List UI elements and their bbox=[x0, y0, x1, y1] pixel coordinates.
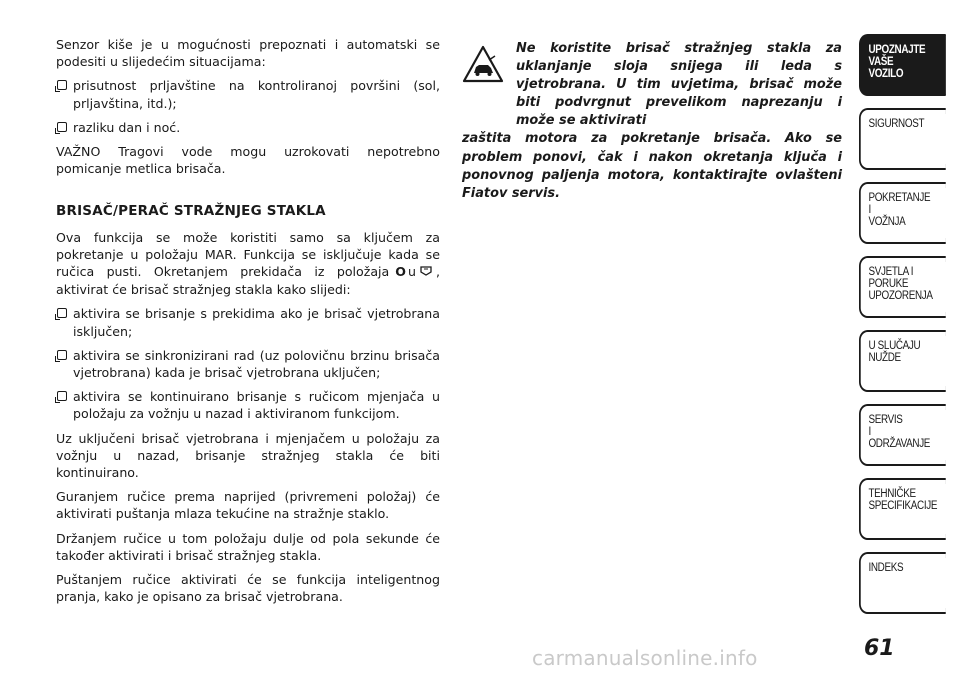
rain-sensor-intro: Senzor kiše je u mogućnosti prepoznati i automatski se podesiti u slijedećim situacijama: bbox=[56, 37, 440, 70]
list-item: aktivira se sinkronizirani rad (uz polovičnu brzinu brisača vjetrobrana) kada je brisač vjetrobrana uključen; bbox=[56, 347, 440, 381]
tab-pokretanje-i-voznja[interactable]: POKRETANJE I VOŽNJA bbox=[859, 182, 946, 244]
list-item: aktivira se brisanje s prekidima ako je brisač vjetrobrana isključen; bbox=[56, 305, 440, 339]
tab-upoznajte-vase-vozilo[interactable]: UPOZNAJTE VAŠE VOZILO bbox=[859, 34, 946, 96]
paragraph: Guranjem ručice prema naprijed (privremeni položaj) će aktivirati puštanja mlaza tekućine na stražnje staklo. bbox=[56, 489, 440, 522]
tab-tehnicke-specifikacije[interactable]: TEHNIČKE SPECIFIKACIJE bbox=[859, 478, 946, 540]
list-item: aktivira se kontinuirano brisanje s ručicom mjenjača u položaju za vožnju u nazad i aktiviranom funkcijom. bbox=[56, 388, 440, 422]
car-warning-triangle-icon bbox=[462, 44, 504, 84]
position-zero-symbol: O bbox=[395, 264, 406, 280]
warning-text: Ne koristite brisač stražnjeg stakla za uklanjanje sloja snijega ili leda s vjetrobrana. U tim uvjetima, brisač može biti podvrgnut prevelikom naprezanju i može se aktivirati bbox=[516, 41, 842, 129]
warning-text-continued: zaštita motora za pokretanje brisača. Ako se problem ponovi, čak i nakon okretanja ključa i ponovnog paljenja motora, kontaktirajte ovlašteni Fiatov servis. bbox=[462, 131, 842, 201]
checkbox-bullet-icon bbox=[57, 308, 67, 318]
list-item: razliku dan i noć. bbox=[56, 119, 440, 136]
paragraph: Držanjem ručice u tom položaju dulje od pola sekunde će također aktivirati i brisač stražnjeg stakla. bbox=[56, 530, 440, 563]
checkbox-bullet-icon bbox=[57, 122, 67, 132]
tab-indeks[interactable]: INDEKS bbox=[859, 552, 946, 614]
checkbox-bullet-icon bbox=[57, 350, 67, 360]
important-note: VAŽNO Tragovi vode mogu uzrokovati nepotrebno pomicanje metlica brisača. bbox=[56, 144, 440, 177]
list-item: prisutnost prljavštine na kontroliranoj površini (sol, prljavština, itd.); bbox=[56, 77, 440, 111]
chapter-index-tabs bbox=[859, 34, 960, 626]
section-title: BRISAČ/PERAČ STRAŽNJEG STAKLA bbox=[56, 203, 326, 220]
paragraph: Uz uključeni brisač vjetrobrana i mjenjačem u položaju za vožnju u nazad, brisanje stražnjeg stakla će biti kontinuirano. bbox=[56, 430, 440, 480]
tab-sigurnost[interactable]: SIGURNOST bbox=[859, 108, 946, 170]
paragraph: Puštanjem ručice aktivirati će se funkcija inteligentnog pranja, kako je opisano za brisač vjetrobrana. bbox=[56, 571, 440, 605]
watermark: carmanualsonline.info bbox=[532, 646, 758, 670]
warning-box bbox=[462, 40, 842, 203]
checkbox-bullet-icon bbox=[57, 391, 67, 401]
tab-servis-i-odrzavanje[interactable]: SERVIS I ODRŽAVANJE bbox=[859, 404, 946, 466]
tab-svjetla-i-poruke-upozorenja[interactable]: SVJETLA I PORUKE UPOZORENJA bbox=[859, 256, 946, 318]
tab-u-slucaju-nuzde[interactable]: U SLUČAJU NUŽDE bbox=[859, 330, 946, 392]
page-number: 61 bbox=[864, 636, 895, 661]
checkbox-bullet-icon bbox=[57, 80, 67, 90]
section-intro: Ova funkcija se može koristiti samo sa ključem za pokretanje u položaju MAR. Funkcija se isključuje kada se ručica pusti. Okretanjem prekidača iz položaja O u , aktivirat će brisač stražnjeg stakla kako slijedi: bbox=[56, 229, 440, 298]
rear-washer-icon bbox=[419, 264, 433, 281]
main-text-column bbox=[56, 36, 440, 612]
